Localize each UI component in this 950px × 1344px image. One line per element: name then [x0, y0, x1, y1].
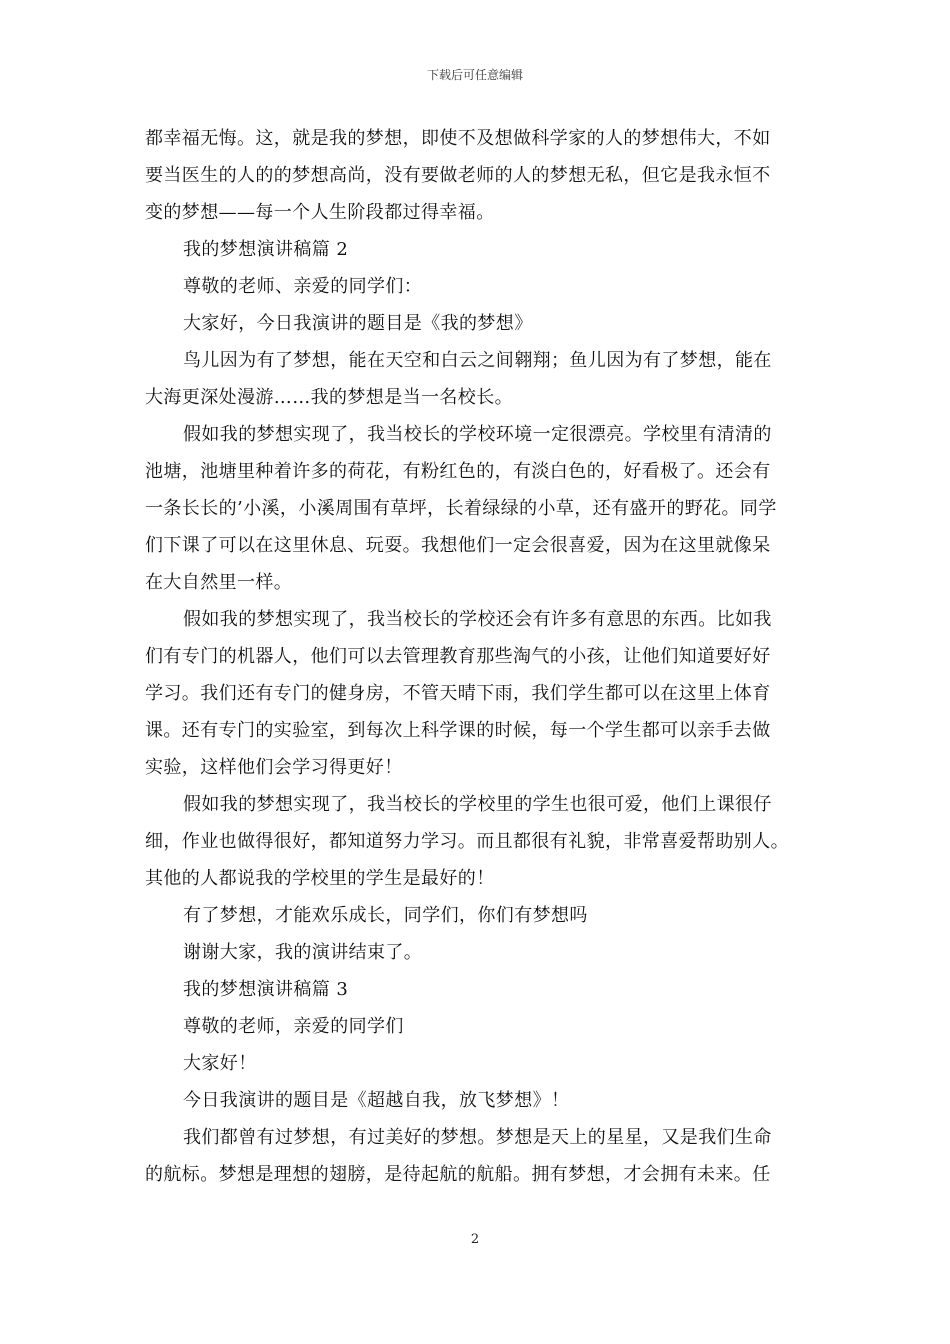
paragraph-line: 其他的人都说我的学校里的学生是最好的！: [145, 868, 495, 889]
section-heading: 我的梦想演讲稿篇 3: [183, 979, 349, 1000]
paragraph-line: 都幸福无悔。这，就是我的梦想，即使不及想做科学家的人的梦想伟大，不如: [145, 128, 771, 149]
paragraph-line: 在大自然里一样。: [145, 572, 293, 593]
paragraph-line: 我们都曾有过梦想，有过美好的梦想。梦想是天上的星星，又是我们生命: [183, 1127, 772, 1148]
paragraph-line: 学习。我们还有专门的健身房，不管天晴下雨，我们学生都可以在这里上体育: [145, 683, 771, 704]
paragraph-line: 假如我的梦想实现了，我当校长的学校里的学生也很可爱，他们上课很仔: [183, 794, 772, 815]
salutation: 尊敬的老师、亲爱的同学们：: [183, 276, 423, 297]
paragraph-line: 们有专门的机器人，他们可以去管理教育那些淘气的小孩，让他们知道要好好: [145, 646, 771, 667]
paragraph-line: 大家好，今日我演讲的题目是《我的梦想》: [183, 313, 533, 334]
paragraph-line: 细，作业也做得很好，都知道努力学习。而且都很有礼貌，非常喜爱帮助别人。: [145, 831, 789, 852]
paragraph-line: 们下课了可以在这里休息、玩耍。我想他们一定会很喜爱，因为在这里就像呆: [145, 535, 771, 556]
paragraph-line: 池塘，池塘里种着许多的荷花，有粉红色的，有淡白色的，好看极了。还会有: [145, 461, 771, 482]
paragraph-line: 课。还有专门的实验室，到每次上科学课的时候，每一个学生都可以亲手去做: [145, 720, 771, 741]
salutation: 尊敬的老师，亲爱的同学们: [183, 1016, 404, 1037]
paragraph-line: 今日我演讲的题目是《超越自我，放飞梦想》！: [183, 1090, 570, 1111]
paragraph-line: 实验，这样他们会学习得更好！: [145, 757, 403, 778]
page-number: 2: [470, 1232, 480, 1247]
document-body: [145, 120, 810, 1193]
paragraph-line: 有了梦想，才能欢乐成长，同学们，你们有梦想吗: [183, 905, 588, 926]
paragraph-line: 假如我的梦想实现了，我当校长的学校还会有许多有意思的东西。比如我: [183, 609, 772, 630]
paragraph-line: 大海更深处漫游……我的梦想是当一名校长。: [145, 387, 513, 408]
paragraph-line: 鸟儿因为有了梦想，能在天空和白云之间翱翔；鱼儿因为有了梦想，能在: [183, 350, 772, 371]
page-header: 下载后可任意编辑: [426, 68, 523, 82]
paragraph-line: 的航标。梦想是理想的翅膀，是待起航的航船。拥有梦想，才会拥有未来。任: [145, 1164, 771, 1185]
paragraph-line: 变的梦想——每一个人生阶段都过得幸福。: [145, 202, 495, 223]
paragraph-line: 大家好！: [183, 1053, 257, 1074]
paragraph-line: 假如我的梦想实现了，我当校长的学校环境一定很漂亮。学校里有清清的: [183, 424, 772, 445]
paragraph-line: 要当医生的人的的梦想高尚，没有要做老师的人的梦想无私，但它是我永恒不: [145, 165, 771, 186]
section-heading: 我的梦想演讲稿篇 2: [183, 239, 349, 260]
paragraph-line: 谢谢大家，我的演讲结束了。: [183, 942, 423, 963]
paragraph-line: 一条长长的’小溪，小溪周围有草坪，长着绿绿的小草，还有盛开的野花。同学: [145, 498, 777, 519]
